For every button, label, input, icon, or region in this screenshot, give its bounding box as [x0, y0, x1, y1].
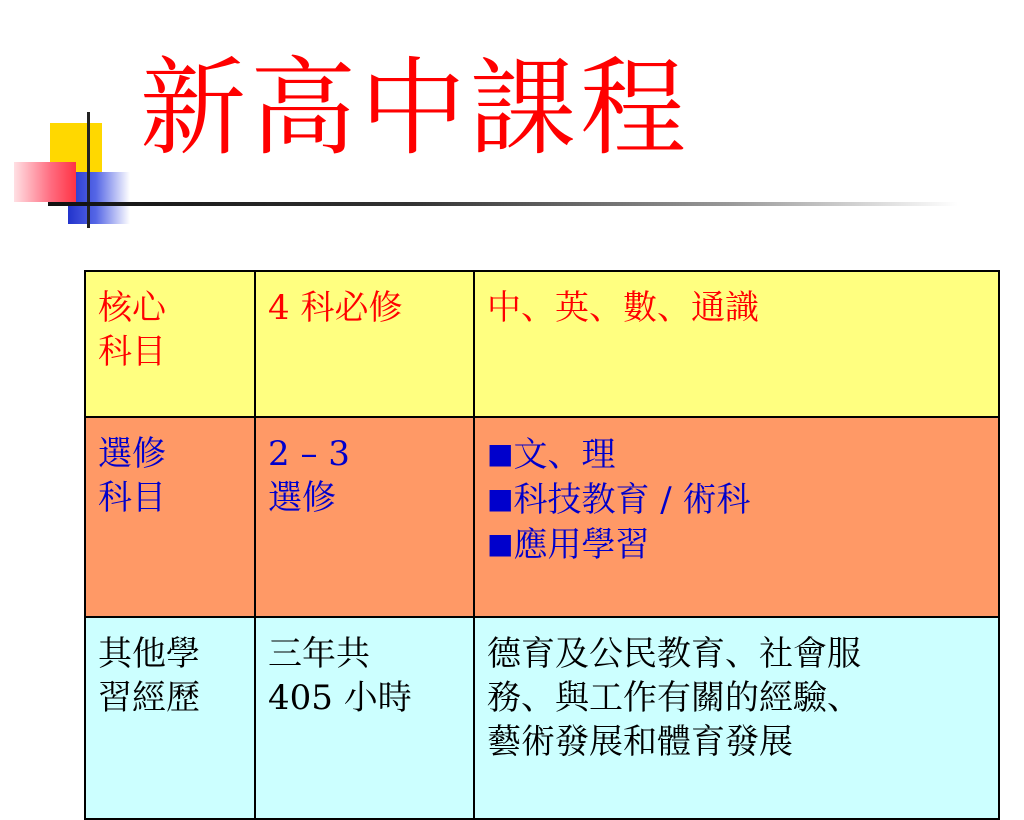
other-requirement-cell: [255, 617, 474, 819]
other-content-line-3: 藝術發展和體育發展: [487, 722, 793, 762]
elective-item-3: 應用學習: [513, 525, 650, 565]
core-label-line-1: 核心: [98, 288, 166, 328]
table-row-core: [85, 271, 999, 417]
core-requirement: 4 科必修: [268, 288, 403, 328]
table-row-elective: [85, 417, 999, 617]
vertical-rule: [87, 112, 90, 228]
curriculum-table: [84, 270, 1000, 820]
title-underline: [48, 202, 958, 206]
elective-items-cell: [474, 417, 999, 617]
list-item: [487, 432, 988, 477]
square-bullet-icon: ■: [487, 482, 514, 515]
slide-title: 新高中課程: [140, 47, 690, 170]
other-content-line-2: 務、與工作有關的經驗、: [487, 678, 861, 718]
core-label-cell: [85, 271, 255, 417]
core-content-cell: [474, 271, 999, 417]
elective-item-2: 科技教育 / 術科: [513, 480, 751, 520]
elective-requirement-line-2: 選修: [268, 478, 336, 518]
blue-square: [68, 172, 130, 224]
elective-label-line-2: 科目: [98, 478, 166, 518]
elective-label-line-1: 選修: [98, 434, 166, 474]
other-content-cell: [474, 617, 999, 819]
list-item: [487, 522, 988, 567]
red-square: [14, 162, 76, 202]
other-requirement-line-2: 405 小時: [268, 678, 412, 718]
elective-requirement-line-1: 2 – 3: [268, 434, 350, 474]
core-requirement-cell: [255, 271, 474, 417]
table-row-other-learning: [85, 617, 999, 819]
other-label-line-1: 其他學: [98, 634, 200, 674]
core-content: 中、英、數、通識: [487, 288, 759, 328]
other-content-line-1: 德育及公民教育、社會服: [487, 634, 861, 674]
elective-item-1: 文、理: [513, 435, 616, 475]
square-bullet-icon: ■: [487, 437, 514, 470]
other-label-cell: [85, 617, 255, 819]
square-bullet-icon: ■: [487, 527, 514, 560]
other-requirement-line-1: 三年共: [268, 634, 370, 674]
core-label-line-2: 科目: [98, 332, 166, 372]
list-item: [487, 477, 988, 522]
elective-label-cell: [85, 417, 255, 617]
elective-requirement-cell: [255, 417, 474, 617]
other-label-line-2: 習經歷: [98, 678, 200, 718]
